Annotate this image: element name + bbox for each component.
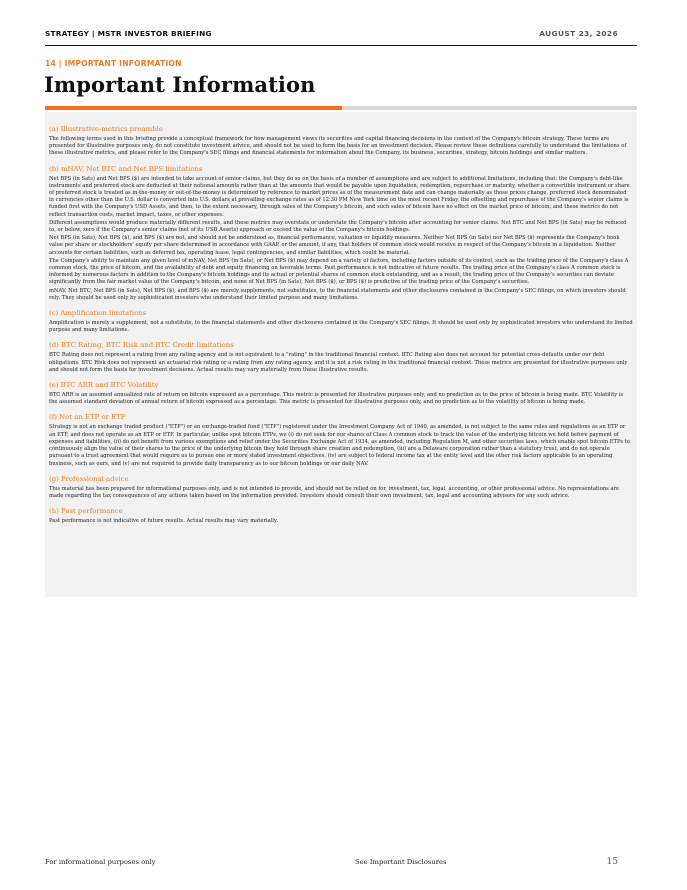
section-heading: (g) Professional advice	[49, 474, 129, 483]
section-heading: (d) BTC Rating, BTC Risk and BTC Credit limitations	[49, 341, 234, 350]
page-title: Important Information	[44, 72, 316, 97]
section-paragraph: mNAV, Net BTC, Net BPS (in Sats), Net BPS ($), and BPS ($) are merely supplements, not substitutes, to the financial statements and other disclosures contained in the Company's SEC filings, on which investors should rely. They should be used only by sophisticated investors who understand their limited purpose and many limitations.	[49, 287, 626, 301]
disclosure-section	[49, 381, 633, 406]
section-paragraph: The following terms used in this briefing provide a conceptual framework for how management views its securities and capital financing decisions in the context of the Company's bitcoin strategy. These terms are presented for illustrative purposes only, do not constitute investment advice, and should not be used to form the basis for an investment decision. Please review these definitions carefully to understand the limitations of these illustrative metrics, and please refer to the Company's SEC filings and financial statements for information about the Company, its business, securities, strategy, bitcoin holdings and similar matters.	[49, 136, 627, 157]
section-paragraph: Strategy is not an exchange traded product ("ETP") or an exchange-traded fund ("ETF") registered under the Investment Company Act of 1940, as amended, is not subject to the same rules and regulations as an ETP or an ETF, and does not operate as an ETP or ETF. In particular, unlike spot bitcoin ETPs, we (i) do not seek for our shares of Class A common stock to track the value of the underlying bitcoin we hold before payment of expenses and liabilities, (ii) do not benefit from various exemptions and relief under the Securities Exchange Act of 1934, as amended, including Regulation M, and other securities laws, which enable spot bitcoin ETPs to continuously align the value of their shares to the price of the underlying bitcoin they hold through share creation and redemption, (iii) are a Delaware corporation rather than a statutory trust, and do not operate pursuant to a trust agreement that would require us to pursue one or more stated investment objectives, (iv) are subject to federal income tax at the entity level and the other risk factors applicable to an operating business, such as ours, and (v) are not required to provide daily transparency as to our bitcoin holdings or our daily NAV.	[49, 424, 630, 467]
footer-disclosures-link: See Important Disclosures	[355, 858, 447, 866]
section-heading: (a) Illustrative-metrics preamble	[49, 125, 163, 133]
section-heading: (h) Past performance	[49, 507, 123, 516]
section-body	[49, 352, 633, 374]
header-date: AUGUST 23, 2026	[539, 29, 618, 38]
disclosure-section	[49, 165, 633, 302]
header-rule	[45, 45, 637, 46]
header-brand: STRATEGY | MSTR INVESTOR BRIEFING	[45, 29, 212, 38]
section-body	[49, 176, 633, 302]
section-paragraph: BTC ARR is an assumed annualized rate of return on bitcoin expressed as a percentage. This metric is presented for illustrative purposes only, and no prediction as to the price of bitcoin is being made. BTC Volatility is the assumed standard deviation of annual return of bitcoin expressed as a percentage. This metric is presented for illustrative purposes only, and no prediction as to the volatility of bitcoin is being made.	[49, 392, 624, 406]
section-paragraph: Net BPS (in Sats) and Net BPS ($) are intended to take account of senior claims, but they do so on the basis of a number of assumptions and are subject to additional limitations, including that: the Company's debt-like instruments and preferred stock are deducted at their notional amounts rather than at the amounts that would be payable upon liquidation, redemption, repurchase or maturity, whether a convertible instrument or share of preferred stock is treated as in-the-money or out-of-the-money is determined by reference to market prices as of the measurement date and can change materially as those prices change, preferred stock denominated in currencies other than the U.S. dollar is converted into U.S. dollars at prevailing exchange rates as of 12:30 PM New York time on the most recent Friday, the offsetting and repurchase of the Company's senior claims is funded first with the Company's USD Assets, and then, to the extent necessary, through sales of the Company's bitcoin, and such sales of bitcoin have no effect on the market price of bitcoin; and these metrics do not reflect transaction costs, market impact, taxes, or other expenses.	[49, 175, 630, 218]
section-label: 14 | IMPORTANT INFORMATION	[45, 59, 182, 68]
section-heading: (e) BTC ARR and BTC Volatility	[49, 381, 159, 390]
section-body	[49, 518, 633, 525]
disclosure-section	[49, 413, 633, 467]
disclosure-section	[49, 475, 633, 500]
disclosure-section	[49, 125, 633, 158]
section-paragraph: Past performance is not indicative of future results. Actual results may vary materially.	[49, 518, 278, 525]
section-heading: (f) Not an ETP or ETF	[49, 413, 126, 422]
disclosure-section	[49, 309, 633, 334]
section-body	[49, 136, 633, 158]
title-accent-bar	[45, 106, 342, 110]
section-paragraph: Net BPS (in Sats), Net BPS ($), and BPS ($) are not, and should not be understood as, financial performance, valuation or liquidity measures. Neither Net BPS (in Sats) nor Net BPS ($) represents the Company's book value per share or stockholders' equity per share determined in accordance with GAAP, or the amount, if any, that holders of common stock would receive in respect of the Company's bitcoin in a liquidation. Neither accounts for certain liabilities, such as deferred tax, operating lease, legal contingencies, and similar liabilities, which could be material.	[49, 235, 620, 256]
section-heading: (b) mNAV, Net BTC and Net BPS limitations	[49, 164, 203, 173]
footer-note: For informational purposes only	[45, 858, 156, 866]
section-body	[49, 486, 633, 500]
section-body	[49, 320, 633, 334]
page-header	[45, 29, 618, 43]
section-paragraph: Amplification is merely a supplement, not a substitute, to the financial statements and other disclosures contained in the Company's SEC filings. It should be used only by sophisticated investors who understand its limited purpose and many limitations.	[49, 320, 633, 334]
section-body	[49, 424, 633, 467]
disclosure-content	[49, 125, 633, 532]
section-paragraph: This material has been prepared for informational purposes only, and is not intended to provide, and should not be relied on for, investment, tax, legal, accounting, or other professional advice. No representations are made regarding the tax consequences of any actions taken based on the information provided. Investors should consult their own investment, tax, legal and accounting advisors for any such advice.	[49, 485, 620, 499]
disclosure-section	[49, 341, 633, 374]
section-paragraph: BTC Rating does not represent a rating from any rating agency and is not equivalent to a "rating" in the traditional financial context. BTC Rating also does not account for potential cross-defaults under our debt obligations. BTC Risk does not represent an actuarial risk rating or a rating from any rating agency, and it is not a risk rating in the traditional financial context. These metrics are presented for illustrative purposes only and should not form the basis for investment decisions. Actual results may vary materially from these illustrative results.	[49, 352, 628, 373]
page-footer	[45, 858, 618, 870]
section-heading: (c) Amplification limitations	[49, 309, 147, 318]
section-paragraph: The Company's ability to maintain any given level of mNAV, Net BPS (in Sats), or Net BPS ($) may depend on a variety of factors, including factors outside of its control, such as the trading price of the Company's class A common stock, the price of bitcoin, and the availability of debt and equity financing on favorable terms. Past performance is not indicative of future results. The trading price of the Company's class A common stock is informed by numerous factors in addition to the Company's bitcoin holdings and its actual or potential shares of common stock outstanding, and as a result, the trading price of the Company's securities can deviate significantly from the fair market value of the Company's bitcoin, and none of Net BPS (in Sats), Net BPS ($), or BPS ($) is predictive of the trading price of the Company's securities.	[49, 257, 629, 286]
disclosure-section	[49, 507, 633, 525]
section-body	[49, 392, 633, 406]
page-number: 15	[606, 857, 618, 867]
title-grey-bar	[342, 106, 637, 110]
section-paragraph: Different assumptions would produce materially different results, and these metrics may overstate or understate the Company's bitcoin after accounting for senior claims. Net BTC and Net BPS (in Sats) may be reduced to, or below, zero if the Company's senior claims (net of its USD Assets) approach or exceed the value of the Company's bitcoin holdings.	[49, 219, 627, 234]
